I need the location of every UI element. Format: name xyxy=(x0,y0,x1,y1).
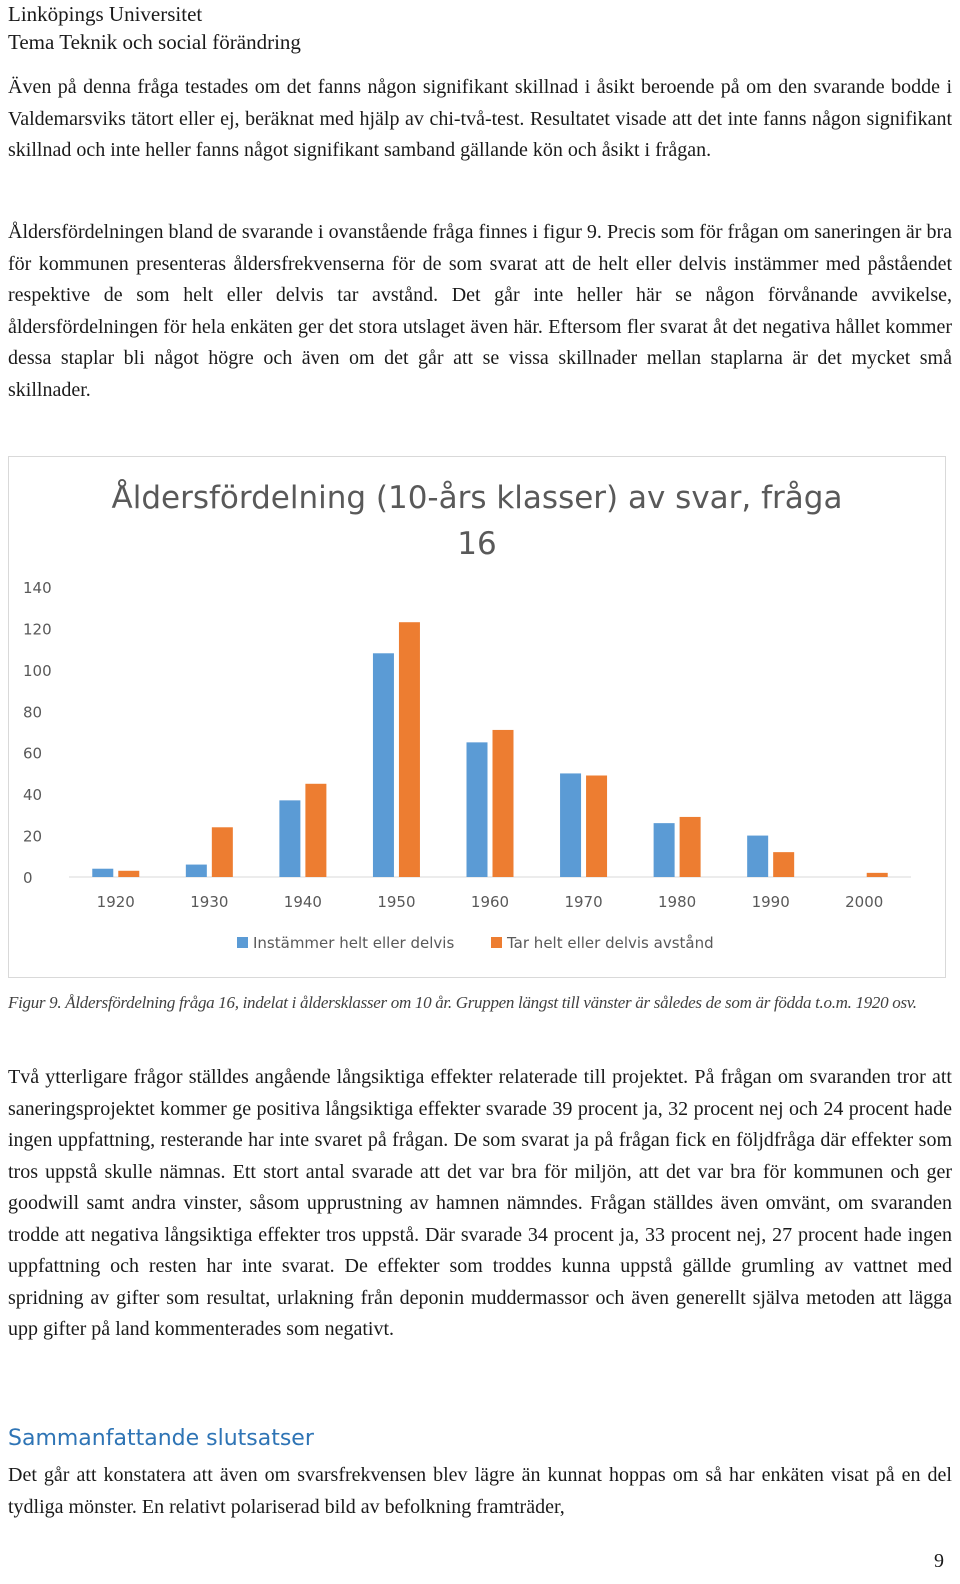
legend-swatch xyxy=(237,937,248,948)
bar-disagree-1980 xyxy=(680,817,701,877)
bar-disagree-1950 xyxy=(399,622,420,877)
header-university: Linköpings Universitet xyxy=(8,2,203,26)
legend-swatch xyxy=(491,937,502,948)
chart-figure xyxy=(8,456,946,978)
x-tick-label: 1970 xyxy=(564,893,603,911)
bar-agree-1930 xyxy=(186,865,207,877)
x-tick-label: 1920 xyxy=(96,893,135,911)
y-tick-label: 80 xyxy=(23,703,43,722)
bar-agree-1960 xyxy=(467,742,488,877)
bar-disagree-1940 xyxy=(305,784,326,877)
x-tick-label: 1960 xyxy=(470,893,510,911)
y-tick-label: 0 xyxy=(23,869,33,887)
bar-agree-1940 xyxy=(279,800,300,877)
x-tick-label: 1980 xyxy=(658,893,697,911)
section-heading: Sammanfattande slutsatser xyxy=(8,1426,314,1451)
y-tick-label: 120 xyxy=(23,620,52,639)
legend-label: Tar helt eller delvis avstånd xyxy=(507,934,714,952)
bar-disagree-1920 xyxy=(118,871,139,877)
chart-title-line1: Åldersfördelning (10-års klasser) av svar, fråga xyxy=(111,480,843,516)
x-tick-label: 2000 xyxy=(845,893,884,911)
legend-label: Instämmer helt eller delvis xyxy=(253,934,455,952)
bar-agree-1920 xyxy=(92,869,113,877)
bar-agree-1990 xyxy=(747,836,768,877)
figure-caption: Figur 9. Åldersfördelning fråga 16, indelat i åldersklasser om 10 år. Gruppen längst till vänster är således de som är födda t.o.m. 1920 osv. xyxy=(8,993,917,1012)
y-tick-label: 140 xyxy=(23,579,52,597)
bar-disagree-2000 xyxy=(867,873,888,877)
bar-agree-1980 xyxy=(654,823,675,877)
x-tick-label: 1930 xyxy=(190,893,229,911)
paragraph-conclusions: Det går att konstatera att även om svarsfrekvensen blev lägre än kunnat hoppas om så har enkäten visat på en del tydliga mönster. En relativt polariserad bild av befolkning framträder, xyxy=(8,1464,952,1518)
bar-disagree-1970 xyxy=(586,776,607,878)
x-tick-label: 1950 xyxy=(377,893,416,911)
y-tick-label: 100 xyxy=(23,661,52,680)
bar-disagree-1960 xyxy=(493,730,514,877)
paragraph-long-term-effects: Två ytterligare frågor ställdes angående långsiktiga effekter relaterade till projektet. På frågan om svaranden tror att saneringsprojektet kommer ge positiva långsiktiga effekter svarade 39 procent ja, 32 procent nej och 24 procent hade ingen uppfattning, resterande har inte svaret på frågan. De som svarat ja på frågan fick en följdfråga där effekter som tros uppstå skulle nämnas. Ett stort antal svarade att det var bra för miljön, att det var bra för kommunen och ger goodwill samt andra vinster, såsom upprustning av hamnen nämndes. Frågan ställdes även omvänt, om svaranden trodde att negativa långsiktiga effekter tros uppstå. Där svarade 34 procent ja, 33 procent nej, 27 procent hade ingen uppfattning och resten har inte svarat. De effekter som troddes kunna uppstå gällde grumling av vattnet med spridning av gifter som resultat, urlakning från deponin muddermassor och även generellt själva metoden att lägga upp gifter på land kommenterades som negativt. xyxy=(8,1066,952,1340)
header-theme: Tema Teknik och social förändring xyxy=(8,30,301,54)
bar-chart xyxy=(9,457,945,977)
y-tick-label: 40 xyxy=(23,786,43,805)
paragraph-chi-test: Även på denna fråga testades om det fanns någon signifikant skillnad i åsikt beroende på om den svarande bodde i Valdemarsviks tätort eller ej, beräknat med hjälp av chi-två-test. Resultatet visade att det inte fanns någon signifikant skillnad och inte heller fanns något signifikant samband gällande kön och åsikt i frågan. xyxy=(8,76,952,161)
paragraph-age-distribution: Åldersfördelningen bland de svarande i ovanstående fråga finnes i figur 9. Precis som för frågan om saneringen är bra för kommunen presenteras åldersfrekvenserna för de som svarat att de helt eller delvis instämmer med påståendet respektive de som helt eller delvis tar avstånd. Det går inte heller här se någon förvånande avvikelse, åldersfördelningen för hela enkäten ger det stora utslaget även här. Eftersom fler svarat åt det negativa hållet kommer dessa staplar bli något högre och även om det går att se vissa skillnader mellan staplarna är det mycket små skillnader. xyxy=(8,221,952,401)
y-tick-label: 60 xyxy=(23,744,43,763)
bar-disagree-1990 xyxy=(773,852,794,877)
page-number: 9 xyxy=(934,1550,944,1572)
x-tick-label: 1940 xyxy=(283,893,322,911)
y-tick-label: 20 xyxy=(23,827,43,846)
x-tick-label: 1990 xyxy=(751,893,790,911)
bar-agree-1970 xyxy=(560,773,581,877)
bar-agree-1950 xyxy=(373,653,394,877)
chart-title-line2: 16 xyxy=(457,526,497,562)
bar-disagree-1930 xyxy=(212,827,233,877)
